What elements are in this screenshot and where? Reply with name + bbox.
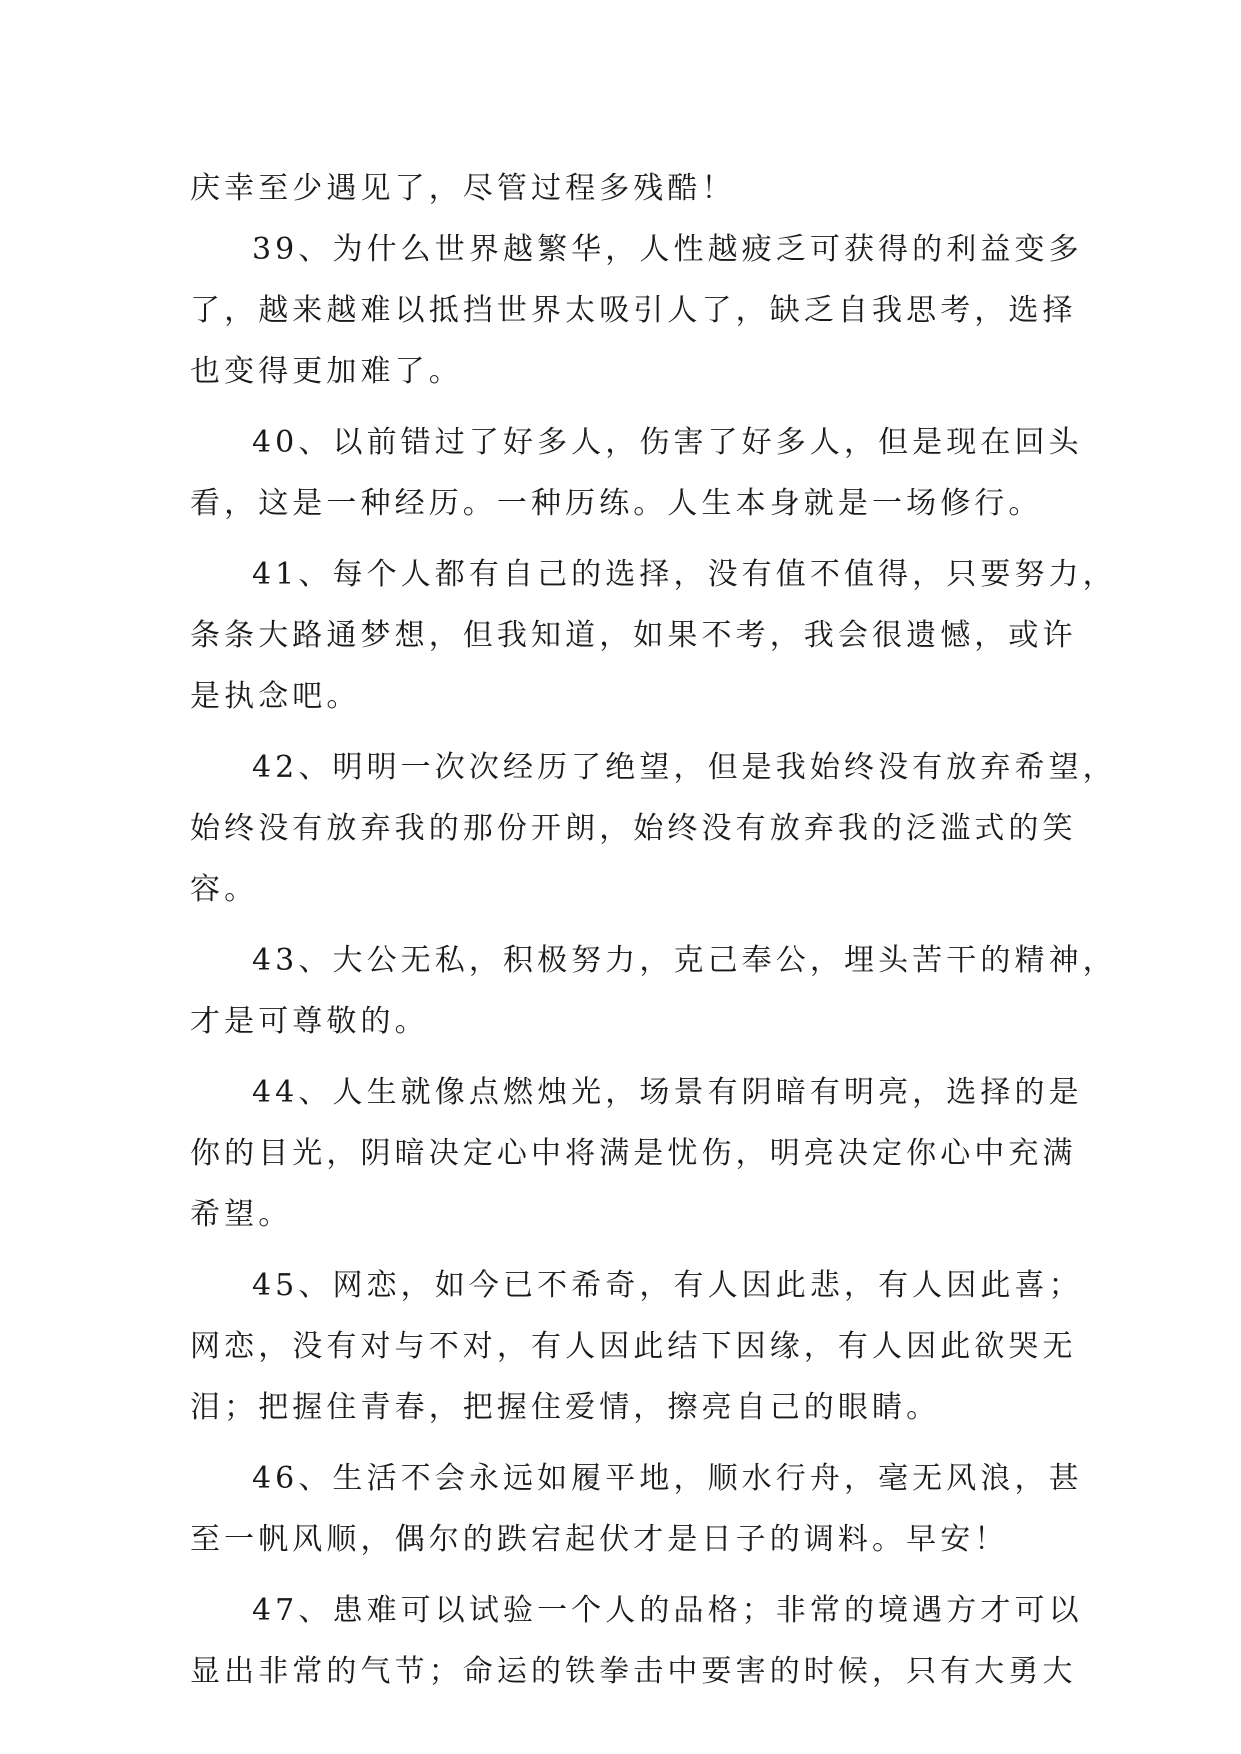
paragraph-47-line-1: 47、患难可以试验一个人的品格；非常的境遇方才可以 — [252, 1593, 1083, 1628]
paragraph-41-line-1: 41、每个人都有自己的选择，没有值不值得，只要努力， — [252, 557, 1117, 592]
text-line: 了，越来越难以抵挡世界太吸引人了，缺乏自我思考，选择 — [190, 293, 1077, 328]
text-line: 看，这是一种经历。一种历练。人生本身就是一场修行。 — [190, 486, 1043, 521]
text-line: 容。 — [190, 872, 259, 907]
document-body — [190, 158, 1117, 1702]
paragraph-40-line-1: 40、以前错过了好多人，伤害了好多人，但是现在回头 — [252, 425, 1083, 460]
text-line: 始终没有放弃我的那份开朗，始终没有放弃我的泛滥式的笑 — [190, 811, 1077, 846]
text-line: 显出非常的气节；命运的铁拳击中要害的时候，只有大勇大 — [190, 1654, 1077, 1689]
text-line: 你的目光，阴暗决定心中将满是忧伤，明亮决定你心中充满 — [190, 1136, 1077, 1171]
text-line: 希望。 — [190, 1197, 293, 1232]
text-line: 才是可尊敬的。 — [190, 1004, 429, 1039]
text-line: 泪；把握住青春，把握住爱情，擦亮自己的眼睛。 — [190, 1390, 941, 1425]
text-line: 网恋，没有对与不对，有人因此结下因缘，有人因此欲哭无 — [190, 1329, 1077, 1364]
paragraph-42-line-1: 42、明明一次次经历了绝望，但是我始终没有放弃希望， — [252, 750, 1117, 785]
paragraph-46-line-1: 46、生活不会永远如履平地，顺水行舟，毫无风浪，甚 — [252, 1461, 1083, 1496]
paragraph-43-line-1: 43、大公无私，积极努力，克己奉公，埋头苦干的精神， — [252, 943, 1117, 978]
text-line: 庆幸至少遇见了，尽管过程多残酷！ — [190, 171, 736, 206]
text-line: 也变得更加难了。 — [190, 354, 463, 389]
text-line: 是执念吧。 — [190, 679, 361, 714]
text-line: 条条大路通梦想，但我知道，如果不考，我会很遗憾，或许 — [190, 618, 1077, 653]
paragraph-39-line-1: 39、为什么世界越繁华，人性越疲乏可获得的利益变多 — [252, 232, 1083, 267]
text-line: 至一帆风顺，偶尔的跌宕起伏才是日子的调料。早安！ — [190, 1522, 1009, 1557]
paragraph-45-line-1: 45、网恋，如今已不希奇，有人因此悲，有人因此喜； — [252, 1268, 1083, 1303]
paragraph-44-line-1: 44、人生就像点燃烛光，场景有阴暗有明亮，选择的是 — [252, 1075, 1083, 1110]
